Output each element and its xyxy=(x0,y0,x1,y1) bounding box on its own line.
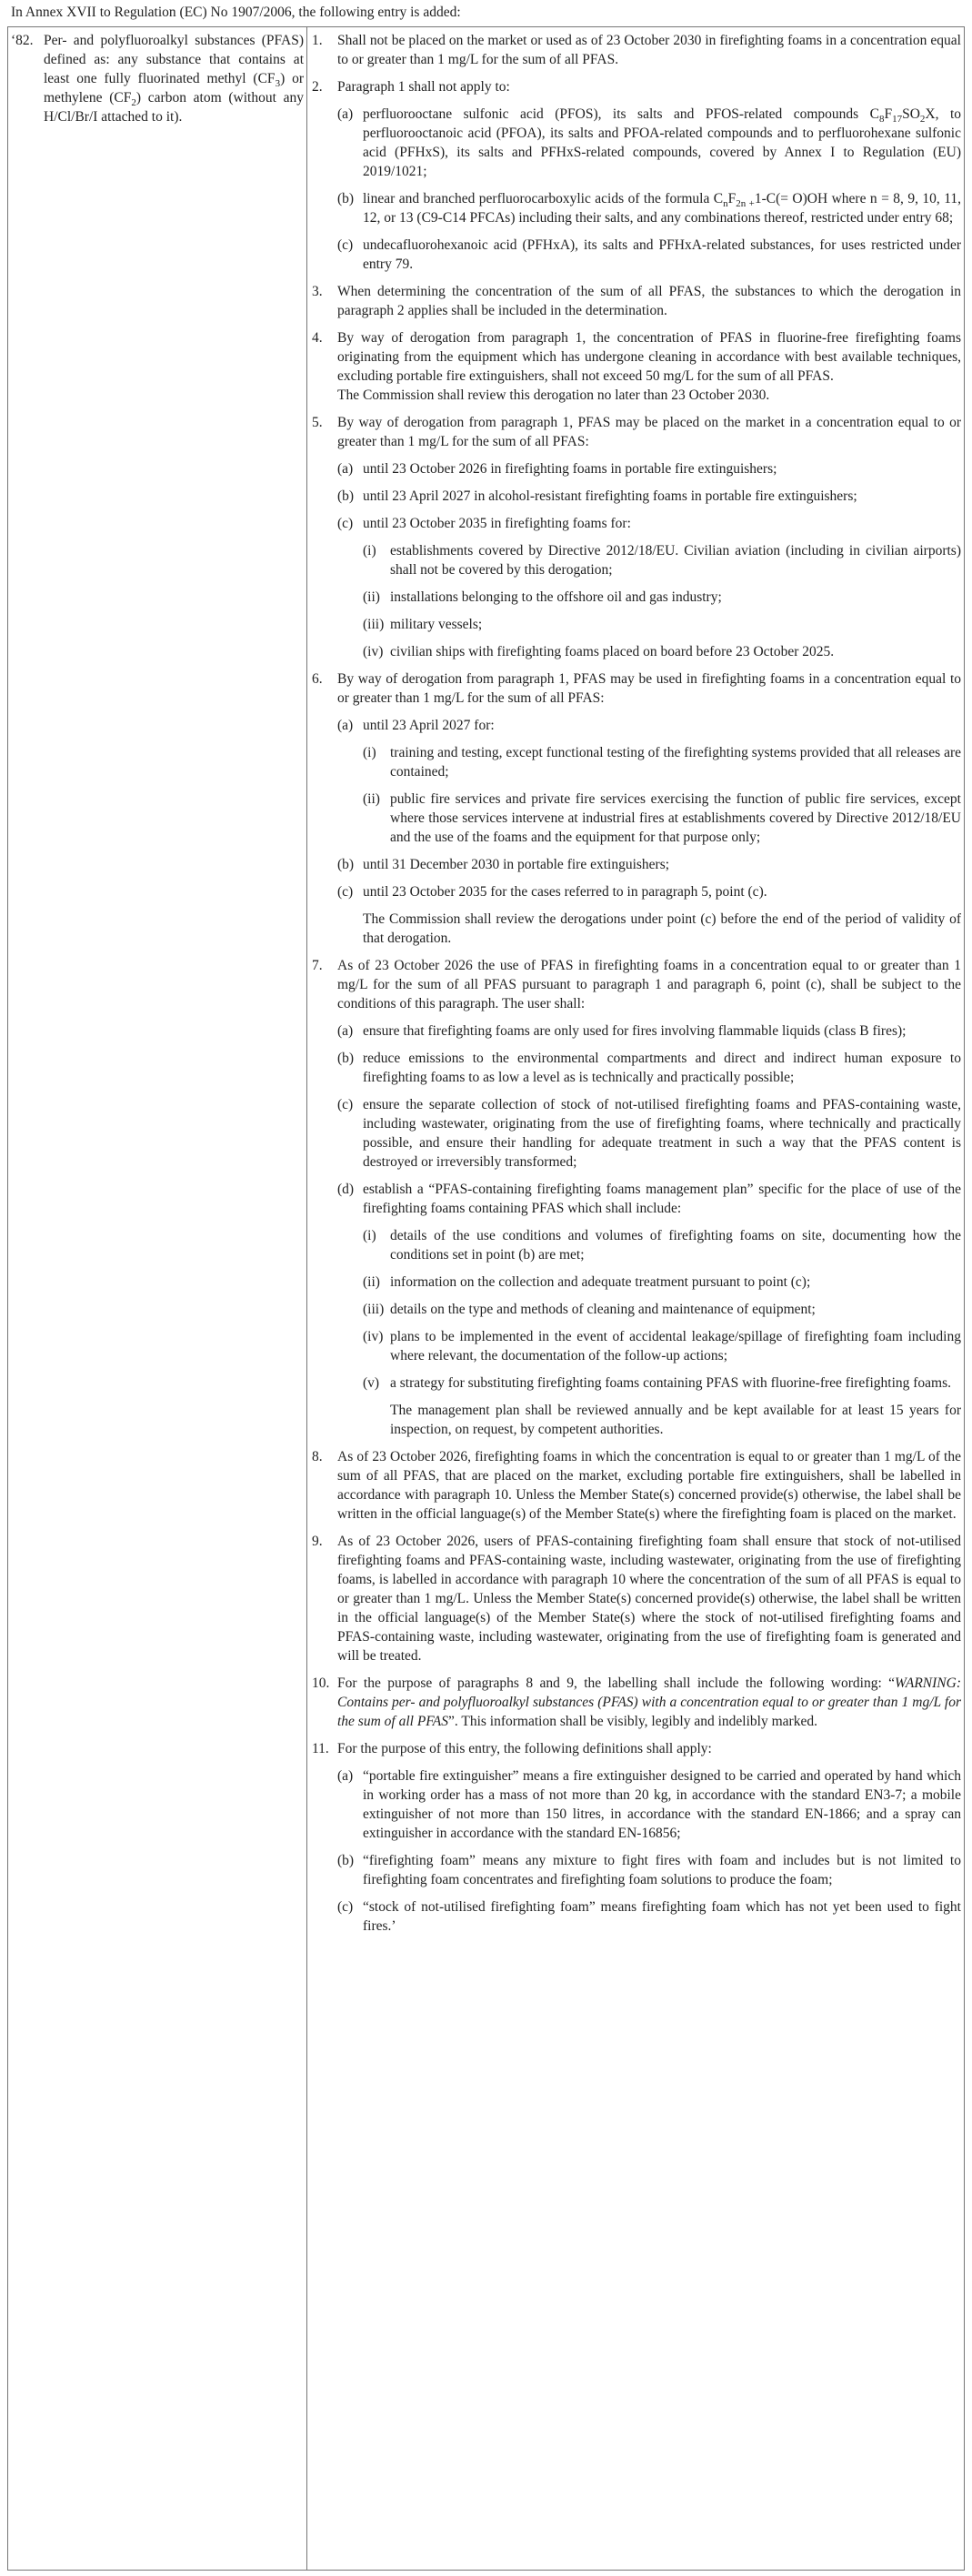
subpoint-ii: (ii) public fire services and private fire services exercising the function of public fire services, except where those services intervene at industrial fires at establishments covered by Directive 2012/18/EU and the use of the foams and the equipment for that purpose only; xyxy=(363,791,961,845)
paragraph-number: 6. xyxy=(312,671,323,687)
annex-entry-table xyxy=(7,26,965,2571)
point-b: (b) reduce emissions to the environmental compartments and direct and indirect human exposure to firefighting foams to as low a level as is technically and practically possible; xyxy=(337,1051,961,1085)
subpoint-v: (v) a strategy for substituting firefighting foams containing PFAS with fluorine-free firefighting foams. xyxy=(363,1375,952,1391)
subpoint-iv: (iv) plans to be implemented in the event of accidental leakage/spillage of firefighting foam including where relevant, the documentation of the follow-up actions; xyxy=(363,1329,961,1363)
paragraph-text: For the purpose of paragraphs 8 and 9, the labelling shall include the following wording: “ xyxy=(337,1675,896,1691)
paragraph-text: As of 23 October 2026, firefighting foams in which the concentration is equal to or greater than 1 mg/L of the sum of all PFAS, that are placed on the market, excluding portable fire extinguishers, shall be labelled in accordance with paragraph 10. Unless the Member State(s) concerned provide(s) otherwise, the label shall be written in the official language(s) of the Member State(s) where the firefighting foam is placed on the market. xyxy=(337,1449,961,1522)
paragraph-5 xyxy=(312,413,961,661)
point-c: (c) ensure the separate collection of stock of not-utilised firefighting foams and PFAS-containing waste, including wastewater, originating from the use of firefighting foams, where technically and practically possible, and ensure their handling for adequate treatment in such a way that the PFAS content is destroyed or irreversibly transformed; xyxy=(337,1097,961,1170)
point-c: (c) until 23 October 2035 in firefighting foams for: (i) establishments covered by Directive 2012/18/EU. Civilian aviation (including in civilian airports) shall not be covered by this derogation; (ii) installations belonging to the offshore oil and gas industry; (iii) military vessels; (iv) civilian ships with firefighting foams placed on board before 23 October 2025. xyxy=(337,516,961,659)
paragraph-6 xyxy=(312,669,961,948)
substance-definition: Per- and polyfluoroalkyl substances (PFAS) defined as: any substance that contains at least one fully fluorinated methyl $(CF_3)$ or methylene $(CF_2)$ carbon atom (without any H/Cl/Br/I attached to it). xyxy=(44,33,305,125)
point-c: (c) until 23 October 2035 for the cases referred to in paragraph 5, point (c). xyxy=(337,884,767,900)
paragraph-number: 2. xyxy=(312,79,323,95)
definition-b: (b) “firefighting foam” means any mixture to fight fires with foam and includes but is not limited to firefighting foam concentrates and firefighting foam solutions to produce the foam; xyxy=(337,1853,961,1887)
paragraph-text: When determining the concentration of the sum of all PFAS, the substances to which the derogation in paragraph 2 applies shall be included in the determination. xyxy=(337,284,961,318)
point-a: (a) until 23 October 2026 in firefighting foams in portable fire extinguishers; xyxy=(337,461,777,477)
paragraph-number: 11. xyxy=(312,1741,329,1756)
paragraph-text: By way of derogation from paragraph 1, PFAS may be placed on the market in a concentration equal to or greater than 1 mg/L for the sum of all PFAS: xyxy=(337,415,961,449)
point-a: (a) ensure that firefighting foams are only used for fires involving flammable liquids (class B fires); xyxy=(337,1023,907,1039)
point-b: (b) linear and branched perfluorocarboxylic acids of the formula $C_nF_{2n +}1-C(= O)OH$ where n = 8, 9, 10, 11, 12, or 13 (C9-C14 PFCAs) including their salts, and any combinations thereof, restricted under entry 68; xyxy=(337,191,961,226)
paragraph-11 xyxy=(312,1739,961,1936)
paragraph-number: 7. xyxy=(312,958,323,973)
paragraph-text: As of 23 October 2026, users of PFAS-containing firefighting foam shall ensure that stock of not-utilised firefighting foams and PFAS-containing waste, including wastewater, originating from the use of firefighting foams, is labelled in accordance with paragraph 10 where the concentration of the sum of all PFAS is equal to or greater than 1 mg/L. Unless the Member State(s) concerned provide(s) otherwise, the label shall be written in the official language(s) of the Member State(s) where the stock of not-utilised firefighting foams and PFAS-containing waste, including wastewater, originating from the use of firefighting foam is generated and will be treated. xyxy=(337,1534,961,1664)
paragraph-text: By way of derogation from paragraph 1, the concentration of PFAS in fluorine-free firefighting foams originating from the equipment which has undergone cleaning in accordance with best available techniques, excluding portable fire extinguishers, shall not exceed 50 mg/L for the sum of all PFAS. xyxy=(337,330,961,384)
point-b: (b) until 31 December 2030 in portable fire extinguishers; xyxy=(337,857,670,872)
review-note: The Commission shall review this derogation no later than 23 October 2030. xyxy=(337,387,770,403)
definition-c: (c) “stock of not-utilised firefighting foam” means firefighting foam which has not yet been used to fight fires.’ xyxy=(337,1899,961,1934)
subpoint-i: (i) details of the use conditions and volumes of firefighting foams on site, documenting how the conditions set in point (b) are met; xyxy=(363,1228,961,1263)
paragraph-3 xyxy=(312,282,961,320)
paragraph-number: 3. xyxy=(312,284,323,299)
column-divider xyxy=(306,27,307,2570)
paragraph-number: 5. xyxy=(312,415,323,430)
paragraph-number: 4. xyxy=(312,330,323,346)
review-note: The Commission shall review the derogations under point (c) before the end of the period of validity of that derogation. xyxy=(363,911,961,946)
subpoint-i: (i) training and testing, except functional testing of the firefighting systems provided that all releases are contained; xyxy=(363,745,961,780)
subpoint-iii: (iii) military vessels; xyxy=(363,617,483,632)
paragraph-8 xyxy=(312,1447,961,1524)
paragraph-text: Shall not be placed on the market or used as of 23 October 2030 in firefighting foams in a concentration equal to or greater than 1 mg/L for the sum of all PFAS. xyxy=(337,33,961,67)
point-a: (a) until 23 April 2027 for: (i) training and testing, except functional testing of the firefighting systems provided that all releases are contained; (ii) public fire services and private fire services exercising the function of public fire services, except where those services intervene at industrial fires at establishments covered by Directive 2012/18/EU and the use of the foams and the equipment for that purpose only; xyxy=(337,718,961,845)
substance-definition-cell xyxy=(11,31,304,126)
subpoint-i: (i) establishments covered by Directive 2012/18/EU. Civilian aviation (including in civilian airports) shall not be covered by this derogation; xyxy=(363,543,961,578)
subpoint-iv: (iv) civilian ships with firefighting foams placed on board before 23 October 2025. xyxy=(363,644,835,659)
subpoint-ii: (ii) information on the collection and adequate treatment pursuant to point (c); xyxy=(363,1274,811,1290)
paragraph-number: 9. xyxy=(312,1534,323,1549)
paragraph-2 xyxy=(312,77,961,274)
paragraph-1 xyxy=(312,31,961,69)
paragraph-9 xyxy=(312,1532,961,1665)
point-d: (d) establish a “PFAS-containing firefighting foams management plan” specific for the place of use of the firefighting foams containing PFAS which shall include: (i) details of the use conditions and volumes of firefighting foams on site, documenting how the conditions set in point (b) are met; (ii) information on the collection and adequate treatment pursuant to point (c); (iii) details on the type and methods of cleaning and maintenance of equipment; (iv) plans to be implemented in the event of accidental leakage/spillage of firefighting foam including where relevant, the documentation of the follow-up actions; (v) a strategy for substituting firefighting foams containing PFAS with fluorine-free firefighting foams. The management plan shall be reviewed annually and be kept available for at least 15 years for inspection, on request, by competent authorities. xyxy=(337,1182,961,1437)
warning-label-text: WARNING: Contains per- and polyfluoroalkyl substances (PFAS) with a concentration equal to or greater than 1 mg/L for the sum of all PFAS xyxy=(337,1675,961,1729)
intro-text: In Annex XVII to Regulation (EC) No 1907/2006, the following entry is added: xyxy=(11,5,461,20)
paragraph-7 xyxy=(312,956,961,1439)
paragraph-number: 1. xyxy=(312,33,323,48)
point-c: (c) undecafluorohexanoic acid (PFHxA), its salts and PFHxA-related substances, for uses restricted under entry 79. xyxy=(337,237,961,272)
paragraph-text: By way of derogation from paragraph 1, PFAS may be used in firefighting foams in a concentration equal to or greater than 1 mg/L for the sum of all PFAS: xyxy=(337,671,961,706)
paragraph-text: For the purpose of this entry, the following definitions shall apply: xyxy=(337,1741,712,1756)
paragraph-text: As of 23 October 2026 the use of PFAS in firefighting foams in a concentration equal to or greater than 1 mg/L for the sum of all PFAS pursuant to paragraph 1 and paragraph 6, point (c), shall be subject to the conditions of this paragraph. The user shall: xyxy=(337,958,961,1011)
paragraph-4 xyxy=(312,328,961,405)
definition-a: (a) “portable fire extinguisher” means a fire extinguisher designed to be carried and operated by hand which in working order has a mass of not more than 20 kg, in accordance with the standard EN3-7; a mobile extinguisher of not more than 150 litres, in accordance with the standard EN-1866; and a spray can extinguisher in accordance with the standard EN-16856; xyxy=(337,1768,961,1841)
subpoint-ii: (ii) installations belonging to the offshore oil and gas industry; xyxy=(363,589,722,605)
subpoint-iii: (iii) details on the type and methods of cleaning and maintenance of equipment; xyxy=(363,1302,816,1317)
point-a: (a) perfluorooctane sulfonic acid (PFOS), its salts and PFOS-related compounds $C_8F_{17}SO_2X$, to perfluorooctanoic acid (PFOA), its salts and PFOA-related compounds and to perfluorohexane sulfonic acid (PFHxS), its salts and PFHxS-related compounds, covered by Annex I to Regulation (EU) 2019/1021; xyxy=(337,106,961,179)
point-b: (b) until 23 April 2027 in alcohol-resistant firefighting foams in portable fire extinguishers; xyxy=(337,488,857,504)
conditions-cell xyxy=(312,31,961,1944)
management-plan-note: The management plan shall be reviewed annually and be kept available for at least 15 years for inspection, on request, by competent authorities. xyxy=(390,1403,961,1437)
entry-number: ‘82. xyxy=(11,33,34,48)
paragraph-number: 8. xyxy=(312,1449,323,1464)
paragraph-text: Paragraph 1 shall not apply to: xyxy=(337,79,510,95)
paragraph-number: 10. xyxy=(312,1675,330,1691)
paragraph-10: 10. For the purpose of paragraphs 8 and 9, the labelling shall include the following wording: “WARNING: Contains per- and polyfluoroalkyl substances (PFAS) with a concentration equal to or greater than 1 mg/L for the sum of all PFAS”. This information shall be visibly, legibly and indelibly marked. xyxy=(312,1675,961,1729)
